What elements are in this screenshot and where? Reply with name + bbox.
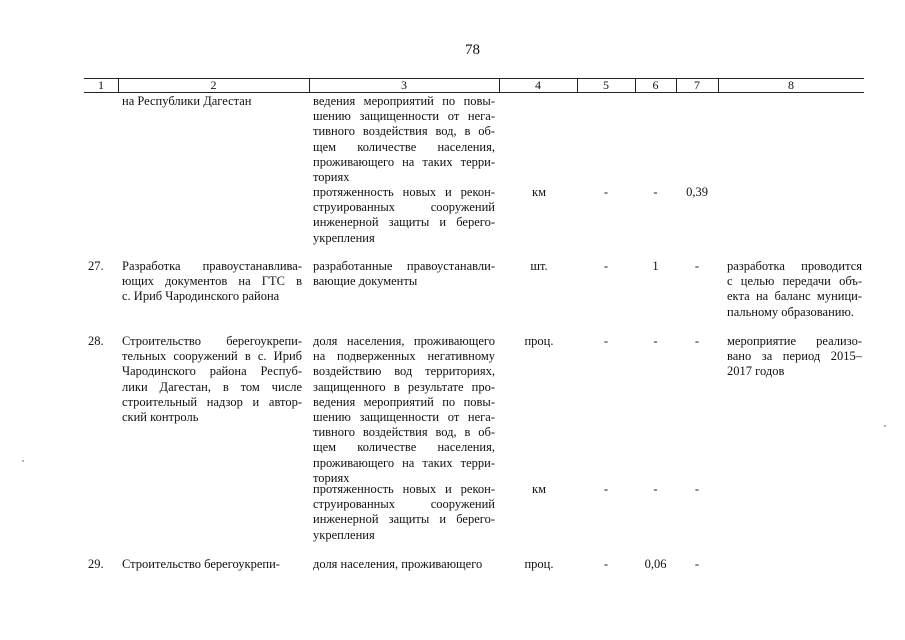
page-number: 78 bbox=[465, 42, 480, 58]
text-line: струированных сооружений bbox=[313, 200, 495, 215]
row-27-name bbox=[122, 259, 302, 305]
col-header-2: 2 bbox=[210, 78, 217, 92]
text-line: разработанные правоустанавли- bbox=[313, 259, 495, 273]
row-27-col7: - bbox=[694, 259, 700, 273]
row-27-col5: - bbox=[603, 259, 609, 273]
row-28-note bbox=[727, 334, 862, 380]
text-line: тивного воздействия вод, в об- bbox=[313, 425, 495, 440]
row-cont-unit-2: км bbox=[532, 185, 546, 199]
text-line: Строительство берегоукрепи- bbox=[122, 557, 280, 571]
text-line: екта на баланс муници- bbox=[727, 289, 862, 304]
row-28-name bbox=[122, 334, 302, 425]
text-line: вающие документы bbox=[313, 274, 418, 289]
row-27-unit: шт. bbox=[530, 259, 548, 273]
text-line: на подверженных негативному bbox=[313, 349, 495, 364]
text-line: щем количестве населения, bbox=[313, 139, 495, 154]
text-line: протяженность новых и рекон- bbox=[313, 185, 495, 199]
row-28-unit-1: проц. bbox=[524, 334, 554, 348]
col-header-7: 7 bbox=[694, 78, 700, 92]
row-cont-col5: - bbox=[603, 185, 609, 199]
text-line: укрепления bbox=[313, 230, 375, 245]
text-line: 2017 годов bbox=[727, 364, 785, 379]
text-line: ториях bbox=[313, 470, 350, 485]
row-cont-col6: - bbox=[653, 185, 658, 199]
scan-speck bbox=[22, 460, 24, 462]
row-27-indicator bbox=[313, 259, 495, 289]
row-28-col6: - bbox=[653, 334, 658, 348]
row-29-col6: 0,06 bbox=[644, 557, 667, 571]
text-line: Строительство берегоукрепи- bbox=[122, 334, 302, 348]
text-line: проживающего на таких терри- bbox=[313, 154, 495, 169]
text-line: мероприятие реализо- bbox=[727, 334, 862, 348]
row-29-indicator: доля населения, проживающего bbox=[313, 557, 483, 571]
row-cont-name: на Республики Дагестан bbox=[122, 94, 252, 108]
text-line: ториях bbox=[313, 170, 350, 185]
row-28-indicator-1 bbox=[313, 334, 495, 486]
text-line: шению защищенности от нега- bbox=[313, 410, 495, 425]
row-28-col7-b: - bbox=[694, 482, 700, 496]
row-27-note bbox=[727, 259, 862, 320]
text-line: Чародинского района Респуб- bbox=[122, 364, 302, 379]
row-28-col5-b: - bbox=[603, 482, 609, 496]
row-28-col7: - bbox=[694, 334, 700, 348]
text-line: ющих документов на ГТС в bbox=[122, 274, 302, 289]
row-cont-col7: 0,39 bbox=[686, 185, 708, 199]
text-line: щем количестве населения, bbox=[313, 440, 495, 455]
col-header-3: 3 bbox=[401, 78, 407, 92]
text-line: протяженность новых и рекон- bbox=[313, 482, 495, 496]
text-line: лики Дагестан, в том числе bbox=[122, 379, 302, 394]
header-bottom-border bbox=[84, 92, 864, 93]
row-27-number: 27. bbox=[88, 259, 104, 273]
text-line: доля населения, проживающего bbox=[313, 334, 495, 348]
row-28-col6-b: - bbox=[653, 482, 658, 496]
row-29-unit: проц. bbox=[524, 557, 554, 571]
col-header-1: 1 bbox=[98, 78, 104, 92]
text-line: строительный надзор и автор- bbox=[122, 394, 302, 409]
row-27-col6: 1 bbox=[652, 259, 659, 273]
row-28-unit-2: км bbox=[532, 482, 546, 496]
row-cont-indicator-1 bbox=[313, 94, 495, 185]
text-line: проживающего на таких терри- bbox=[313, 455, 495, 470]
row-cont-indicator-2 bbox=[313, 185, 495, 246]
text-line: тивного воздействия вод, в об- bbox=[313, 124, 495, 139]
row-29-name bbox=[122, 557, 302, 572]
row-28-indicator-2 bbox=[313, 482, 495, 543]
row-28-number: 28. bbox=[88, 334, 104, 348]
text-line: пальному образованию. bbox=[727, 304, 854, 319]
text-line: тельных сооружений в с. Ириб bbox=[122, 349, 302, 364]
text-line: ведения мероприятий по повы- bbox=[313, 394, 495, 409]
col-header-5: 5 bbox=[603, 78, 609, 92]
text-line: с целью передачи объ- bbox=[727, 274, 862, 289]
text-line: воздействию вод территориях, bbox=[313, 364, 495, 379]
text-line: укрепления bbox=[313, 527, 375, 542]
col-header-4: 4 bbox=[535, 78, 541, 92]
text-line: защищенного в результате про- bbox=[313, 379, 495, 394]
header-row bbox=[84, 78, 864, 92]
row-29-col7: - bbox=[694, 557, 700, 571]
text-line: ский контроль bbox=[122, 410, 199, 425]
text-line: инженерной защиты и берего- bbox=[313, 512, 495, 527]
text-line: разработка проводится bbox=[727, 259, 862, 273]
text-line: с. Ириб Чародинского района bbox=[122, 289, 280, 304]
col-header-8: 8 bbox=[788, 78, 794, 92]
text-line: шению защищенности от нега- bbox=[313, 109, 495, 124]
text-line: инженерной защиты и берего- bbox=[313, 215, 495, 230]
text-line: Разработка правоустанавлива- bbox=[122, 259, 302, 273]
text-line: вано за период 2015– bbox=[727, 349, 862, 364]
row-29-number: 29. bbox=[88, 557, 104, 571]
row-29-col5: - bbox=[603, 557, 609, 571]
col-header-6: 6 bbox=[652, 78, 659, 92]
scan-speck bbox=[884, 425, 886, 427]
text-line: ведения мероприятий по повы- bbox=[313, 94, 495, 108]
text-line: струированных сооружений bbox=[313, 497, 495, 512]
row-28-col5: - bbox=[603, 334, 609, 348]
